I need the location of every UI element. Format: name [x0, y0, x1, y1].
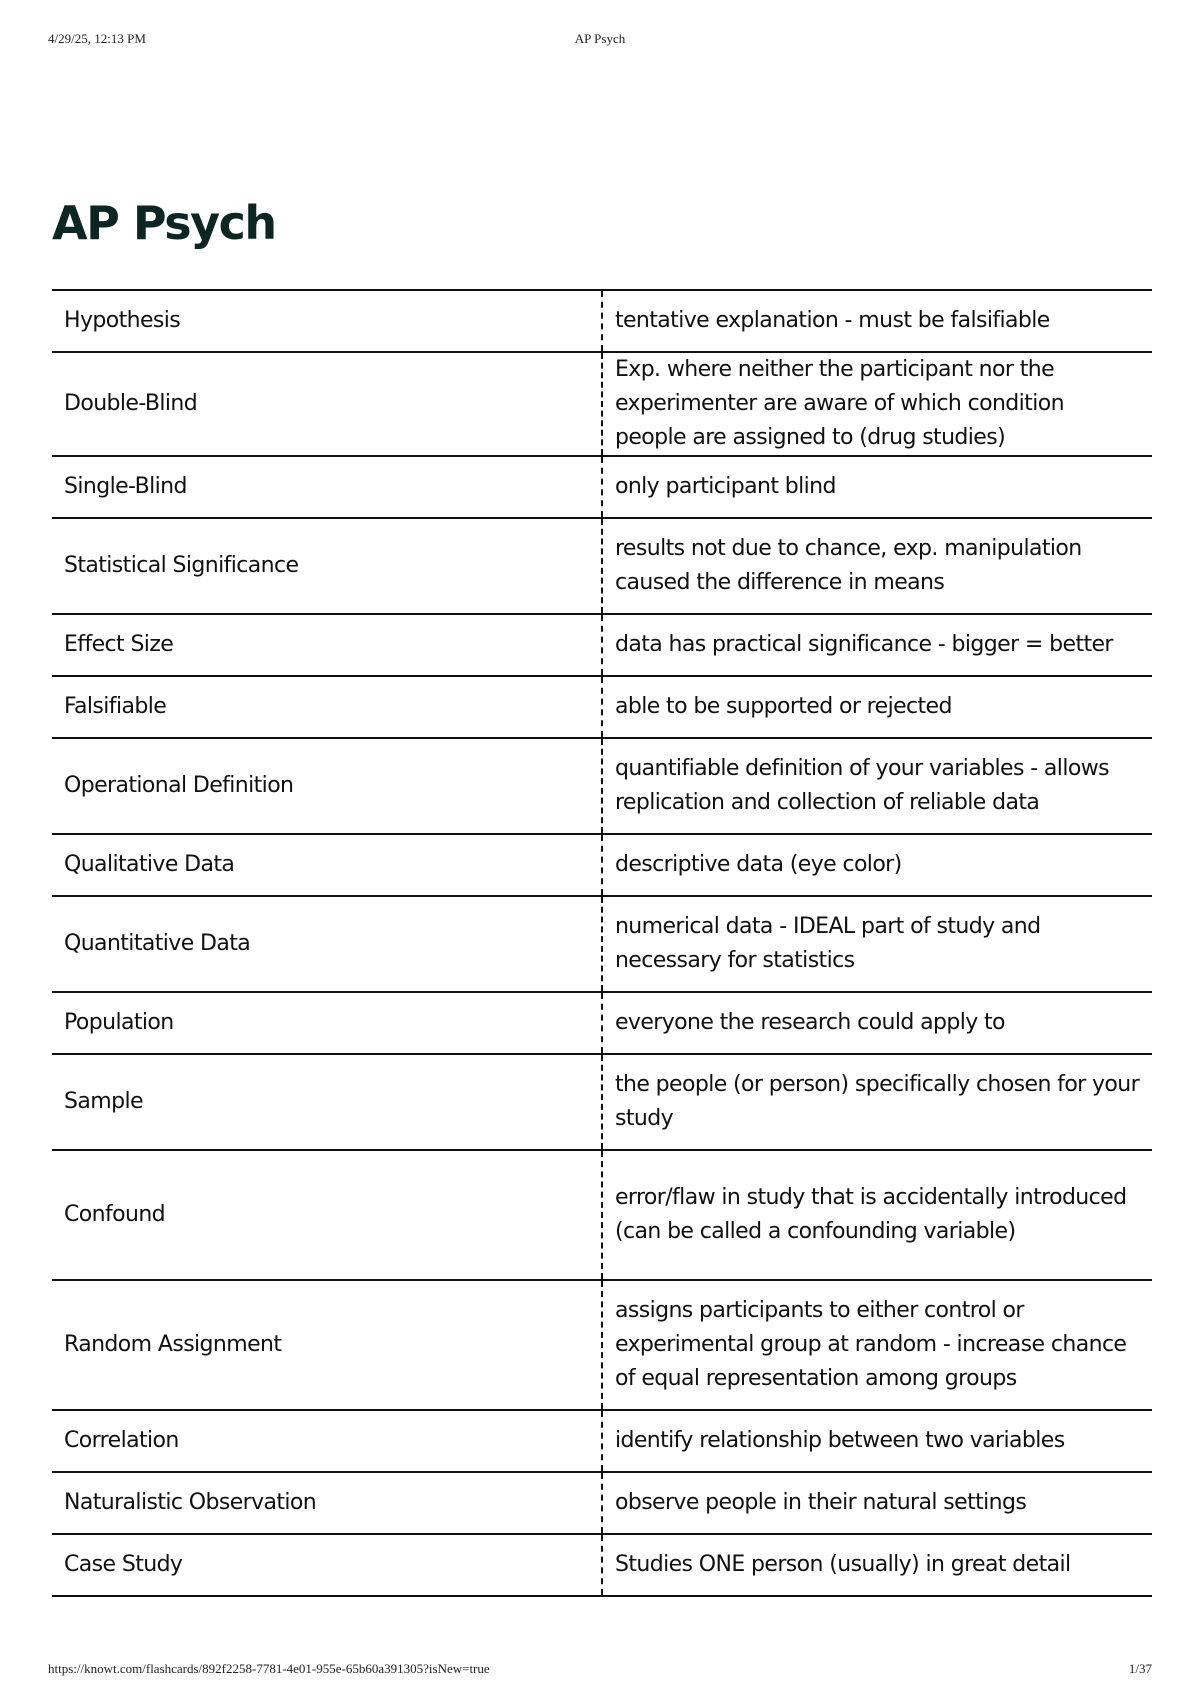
print-url: https://knowt.com/flashcards/892f2258-7781-4e01-955e-65b60a391305?isNew=true [48, 1661, 490, 1676]
flashcard-row [52, 290, 1152, 352]
flashcard-definition: everyone the research could apply to [602, 992, 1152, 1054]
print-page-title: AP Psych [574, 31, 626, 46]
flashcard-term: Correlation [52, 1410, 602, 1472]
flashcard-definition: results not due to chance, exp. manipulation caused the difference in means [602, 518, 1152, 614]
flashcard-row [52, 676, 1152, 738]
flashcard-definition: observe people in their natural settings [602, 1472, 1152, 1534]
flashcard-term: Sample [52, 1054, 602, 1150]
flashcard-row [52, 352, 1152, 456]
flashcard-definition: the people (or person) specifically chosen for your study [602, 1054, 1152, 1150]
flashcard-definition: descriptive data (eye color) [602, 834, 1152, 896]
flashcard-definition: data has practical significance - bigger = better [602, 614, 1152, 676]
flashcard-term: Falsifiable [52, 676, 602, 738]
print-header [48, 31, 1152, 49]
flashcard-term: Naturalistic Observation [52, 1472, 602, 1534]
flashcard-row [52, 834, 1152, 896]
flashcard-definition: numerical data - IDEAL part of study and necessary for statistics [602, 896, 1152, 992]
flashcard-definition: tentative explanation - must be falsifiable [602, 290, 1152, 352]
flashcard-definition: error/flaw in study that is accidentally introduced (can be called a confounding variable) [602, 1150, 1152, 1280]
flashcard-term: Qualitative Data [52, 834, 602, 896]
flashcard-row [52, 1410, 1152, 1472]
flashcard-term: Quantitative Data [52, 896, 602, 992]
flashcard-term: Double-Blind [52, 352, 602, 456]
flashcard-row [52, 896, 1152, 992]
page-number: 1/37 [1128, 1661, 1152, 1676]
flashcard-term: Confound [52, 1150, 602, 1280]
flashcard-row [52, 738, 1152, 834]
flashcard-row [52, 992, 1152, 1054]
flashcard-row [52, 1150, 1152, 1280]
print-footer [48, 1661, 1152, 1679]
flashcard-definition: only participant blind [602, 456, 1152, 518]
page-title: AP Psych [52, 196, 276, 250]
flashcard-term: Population [52, 992, 602, 1054]
flashcard-row [52, 518, 1152, 614]
flashcard-term: Operational Definition [52, 738, 602, 834]
flashcard-table [52, 289, 1152, 1597]
flashcard-definition: identify relationship between two variables [602, 1410, 1152, 1472]
flashcard-row [52, 456, 1152, 518]
flashcard-term: Random Assignment [52, 1280, 602, 1410]
flashcard-term: Case Study [52, 1534, 602, 1596]
flashcard-definition: able to be supported or rejected [602, 676, 1152, 738]
flashcard-definition: Studies ONE person (usually) in great detail [602, 1534, 1152, 1596]
flashcard-row [52, 614, 1152, 676]
flashcard-definition: assigns participants to either control or experimental group at random - increase chance of equal representation among groups [602, 1280, 1152, 1410]
flashcard-term: Statistical Significance [52, 518, 602, 614]
flashcard-definition: quantifiable definition of your variables - allows replication and collection of reliable data [602, 738, 1152, 834]
flashcard-term: Effect Size [52, 614, 602, 676]
flashcard-term: Single-Blind [52, 456, 602, 518]
flashcard-row [52, 1054, 1152, 1150]
flashcard-definition: Exp. where neither the participant nor the experimenter are aware of which condition people are assigned to (drug studies) [602, 352, 1152, 456]
flashcard-row [52, 1472, 1152, 1534]
flashcard-row [52, 1280, 1152, 1410]
flashcard-term: Hypothesis [52, 290, 602, 352]
print-timestamp: 4/29/25, 12:13 PM [48, 31, 146, 46]
flashcard-row [52, 1534, 1152, 1596]
